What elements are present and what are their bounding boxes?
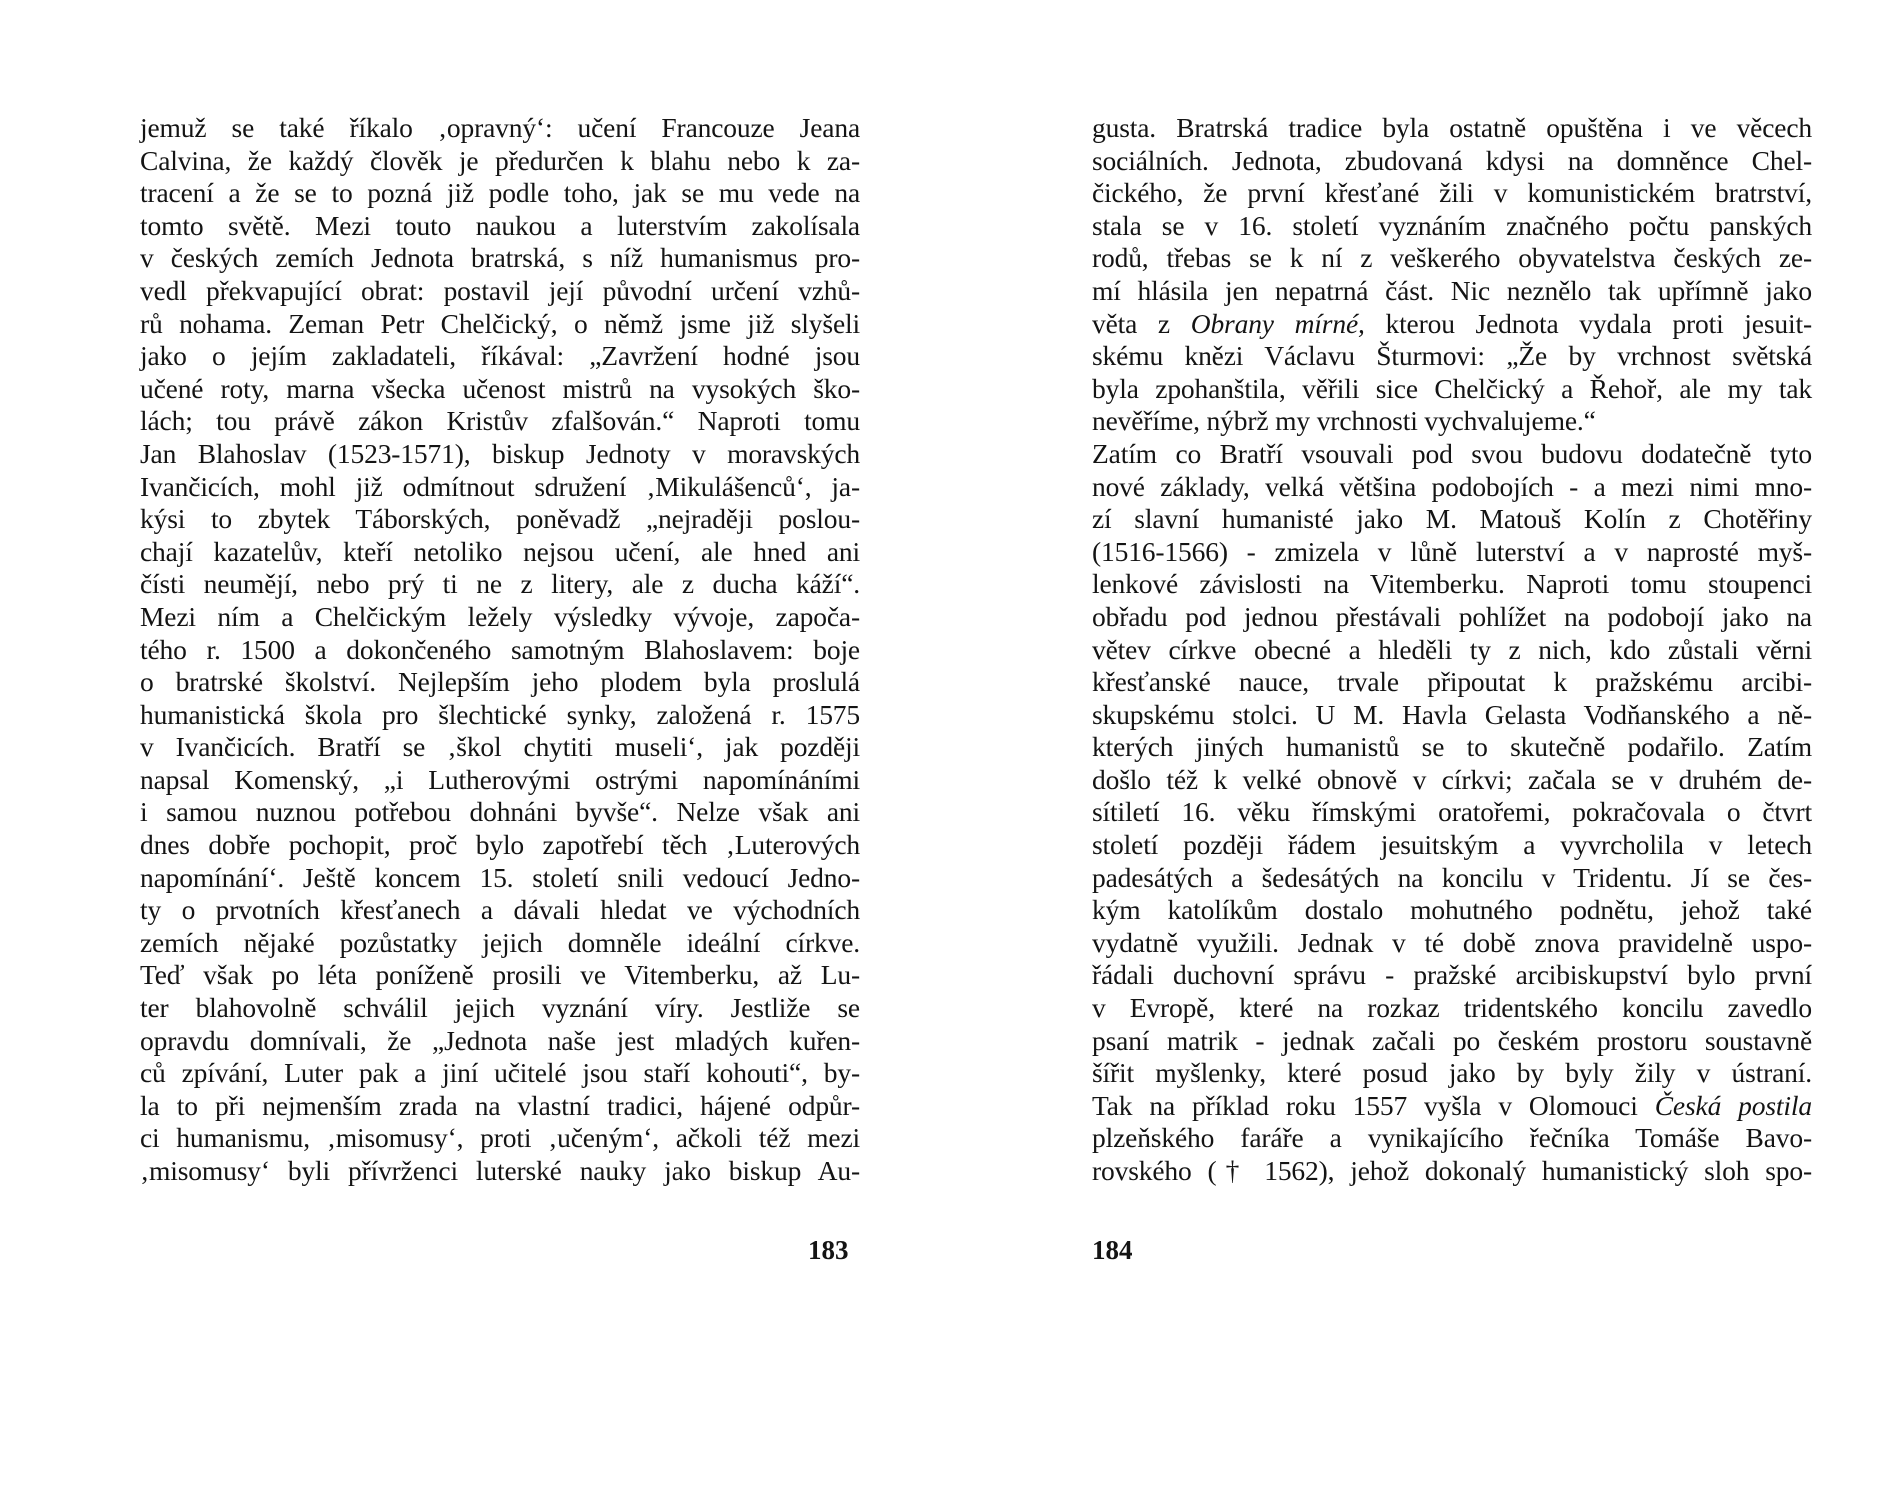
book-title: Česká postila: [1654, 1089, 1812, 1121]
text-line: (1516-1566) - zmizela v lůně luterství a v naprosté myš-: [1092, 535, 1812, 567]
text-line: obřadu pod jednou přestávali pohlížet na podobojí jako na: [1092, 600, 1812, 632]
text-line: řádali duchovní správu - pražské arcibiskupství bylo první: [1092, 959, 1812, 991]
text-line: sociálních. Jednota, zbudovaná kdysi na domněnce Chel-: [1092, 144, 1812, 176]
text-line: rů nohama. Zeman Petr Chelčický, o němž jsme již slyšeli: [140, 307, 860, 339]
text-line: i samou nuznou potřebou dohnáni byvše“. Nelze však ani: [140, 796, 860, 828]
text-line: rodů, třebas se k ní z veškerého obyvatelstva českých ze-: [1092, 242, 1812, 274]
text-line: Ivančicích, mohl již odmítnout sdružení ‚Mikulášenců‘, ja-: [140, 470, 860, 502]
text-line: šířit myšlenky, které posud jako by byly žily v ústraní.: [1092, 1057, 1812, 1089]
left-page-number: 183: [808, 1235, 849, 1265]
text-line: větev církve obecné a hleděli ty z nich, kdo zůstali věrni: [1092, 633, 1812, 665]
text-line: ter blahovolně schválil jejich vyznání víry. Jestliže se: [140, 992, 860, 1024]
text-line: dnes dobře pochopit, proč bylo zapotřebí těch ‚Luterových: [140, 829, 860, 861]
text-line: kýsi to zbytek Táborských, poněvadž „nejraději poslou-: [140, 503, 860, 535]
text-line: jemuž se také říkalo ‚opravný‘: učení Francouze Jeana: [140, 112, 860, 143]
text-line: v českých zemích Jednota bratrská, s níž humanismus pro-: [140, 242, 860, 274]
text-line: zemích nějaké pozůstatky jejich domněle ideální církve.: [140, 926, 860, 958]
text-line: kterých jiných humanistů se to skutečně podařilo. Zatím: [1092, 731, 1812, 763]
text-line: došlo též k velké obnově v církvi; začala se v druhém de-: [1092, 763, 1812, 795]
text-line: padesátých a šedesátých na koncilu v Tridentu. Jí se čes-: [1092, 861, 1812, 893]
text-line: ci humanismu, ‚misomusy‘, proti ‚učeným‘, ačkoli též mezi: [140, 1122, 860, 1154]
text-line: v Ivančicích. Bratří se ‚škol chytiti museli‘, jak později: [140, 731, 860, 763]
text-line: lenkové závislosti na Vitemberku. Naproti tomu stoupenci: [1092, 568, 1812, 600]
text-line: plzeňského faráře a vynikajícího řečníka Tomáše Bavo-: [1092, 1122, 1812, 1154]
book-title: Obrany mírné,: [1190, 307, 1365, 339]
text-line: tracení a že se to pozná již podle toho, jak se mu vede na: [140, 177, 860, 209]
text-line: napomínání‘. Ještě koncem 15. století snili vedoucí Jedno-: [140, 861, 860, 893]
text-line: Calvina, že každý člověk je předurčen k blahu nebo k za-: [140, 144, 860, 176]
text-line: vedl překvapující obrat: postavil její původní určení vzhů-: [140, 274, 860, 306]
text-line: o bratrské školství. Nejlepším jeho plodem byla proslulá: [140, 666, 860, 698]
text-line: skému knězi Václavu Šturmovi: „Že by vrchnost světská: [1092, 340, 1812, 372]
text-line: čického, že první křesťané žili v komunistickém bratrství,: [1092, 177, 1812, 209]
text-line: skupskému stolci. U M. Havla Gelasta Vodňanského a ně-: [1092, 698, 1812, 730]
text-line: rovského († 1562), jehož dokonalý humanistický sloh spo-: [1092, 1155, 1812, 1186]
text-line: nevěříme, nýbrž my vrchnosti vychvalujeme.“: [1092, 405, 1596, 437]
text-line: ‚misomusy‘ byli přívrženci luterské nauky jako biskup Au-: [140, 1155, 860, 1186]
text-line: Mezi ním a Chelčickým ležely výsledky vývoje, započa-: [140, 600, 860, 632]
text-line: čísti neumějí, nebo prý ti ne z litery, ale z ducha káží“.: [140, 568, 860, 600]
left-page: [140, 112, 860, 1188]
text-line: napsal Komenský, „i Lutherovými ostrými napomínáními: [140, 763, 860, 795]
text-line: v Evropě, které na rozkaz tridentského koncilu zavedlo: [1092, 992, 1812, 1024]
text-line: la to při nejmenším zrada na vlastní tradici, hájené odpůr-: [140, 1089, 860, 1121]
text-line: ty o prvotních křesťanech a dávali hledat ve východních: [140, 894, 860, 926]
text-line: mí hlásila jen nepatrná část. Nic neznělo tak upřímně jako: [1092, 274, 1812, 306]
text-line: kým katolíkům dostalo mohutného podnětu, jehož také: [1092, 894, 1812, 926]
text-line: tomto světě. Mezi touto naukou a luterstvím zakolísala: [140, 209, 860, 241]
text-line: křesťanské nauce, trvale připoutat k pražskému arcibi-: [1092, 666, 1812, 698]
text-line: sítiletí 16. věku římskými oratořemi, pokračovala o čtvrt: [1092, 796, 1812, 828]
text-line: lách; tou právě zákon Kristův zfalšován.“ Naproti tomu: [140, 405, 860, 437]
text-line: věta z Obrany mírné, kterou Jednota vydala proti jesuit-: [1092, 307, 1812, 339]
text-line: Jan Blahoslav (1523-1571), biskup Jednoty v moravských: [140, 437, 860, 469]
right-page-number: 184: [1092, 1235, 1133, 1265]
text-line: Tak na příklad roku 1557 vyšla v Olomouci Česká postila: [1092, 1089, 1812, 1121]
text-line: stala se v 16. století vyznáním značného počtu panských: [1092, 209, 1812, 241]
text-line: zí slavní humanisté jako M. Matouš Kolín z Chotěřiny: [1092, 503, 1812, 535]
text-line: Zatím co Bratří vsouvali pod svou budovu dodatečně tyto: [1092, 437, 1812, 469]
text-line: nové základy, velká většina podobojích - a mezi nimi mno-: [1092, 470, 1812, 502]
text-line: tého r. 1500 a dokončeného samotným Blahoslavem: boje: [140, 633, 860, 665]
text-line: Teď však po léta poníženě prosili ve Vitemberku, až Lu-: [140, 959, 860, 991]
text-line: učené roty, marna všecka učenost mistrů na vysokých ško-: [140, 372, 860, 404]
text-line: humanistická škola pro šlechtické synky, založená r. 1575: [140, 698, 860, 730]
text-line: ců zpívání, Luter pak a jiní učitelé jsou staří kohouti“, by-: [140, 1057, 860, 1089]
right-page: [1092, 112, 1812, 1188]
text-line: jako o jejím zakladateli, říkával: „Zavržení hodné jsou: [140, 340, 860, 372]
text-line: byla zpohanštila, věřili sice Chelčický a Řehoř, ale my tak: [1092, 372, 1812, 404]
text-line: psaní matrik - jednak začali po českém prostoru soustavně: [1092, 1024, 1812, 1056]
text-line: opravdu domnívali, že „Jednota naše jest mladých kuřen-: [140, 1024, 860, 1056]
text-line: chají kazatelův, kteří netoliko nejsou učení, ale hned ani: [140, 535, 860, 567]
text-line: století později řádem jesuitským a vyvrcholila v letech: [1092, 829, 1812, 861]
text-line: vydatně využili. Jednak v té době znova pravidelně uspo-: [1092, 926, 1812, 958]
text-line: gusta. Bratrská tradice byla ostatně opuštěna i ve věcech: [1092, 112, 1812, 143]
